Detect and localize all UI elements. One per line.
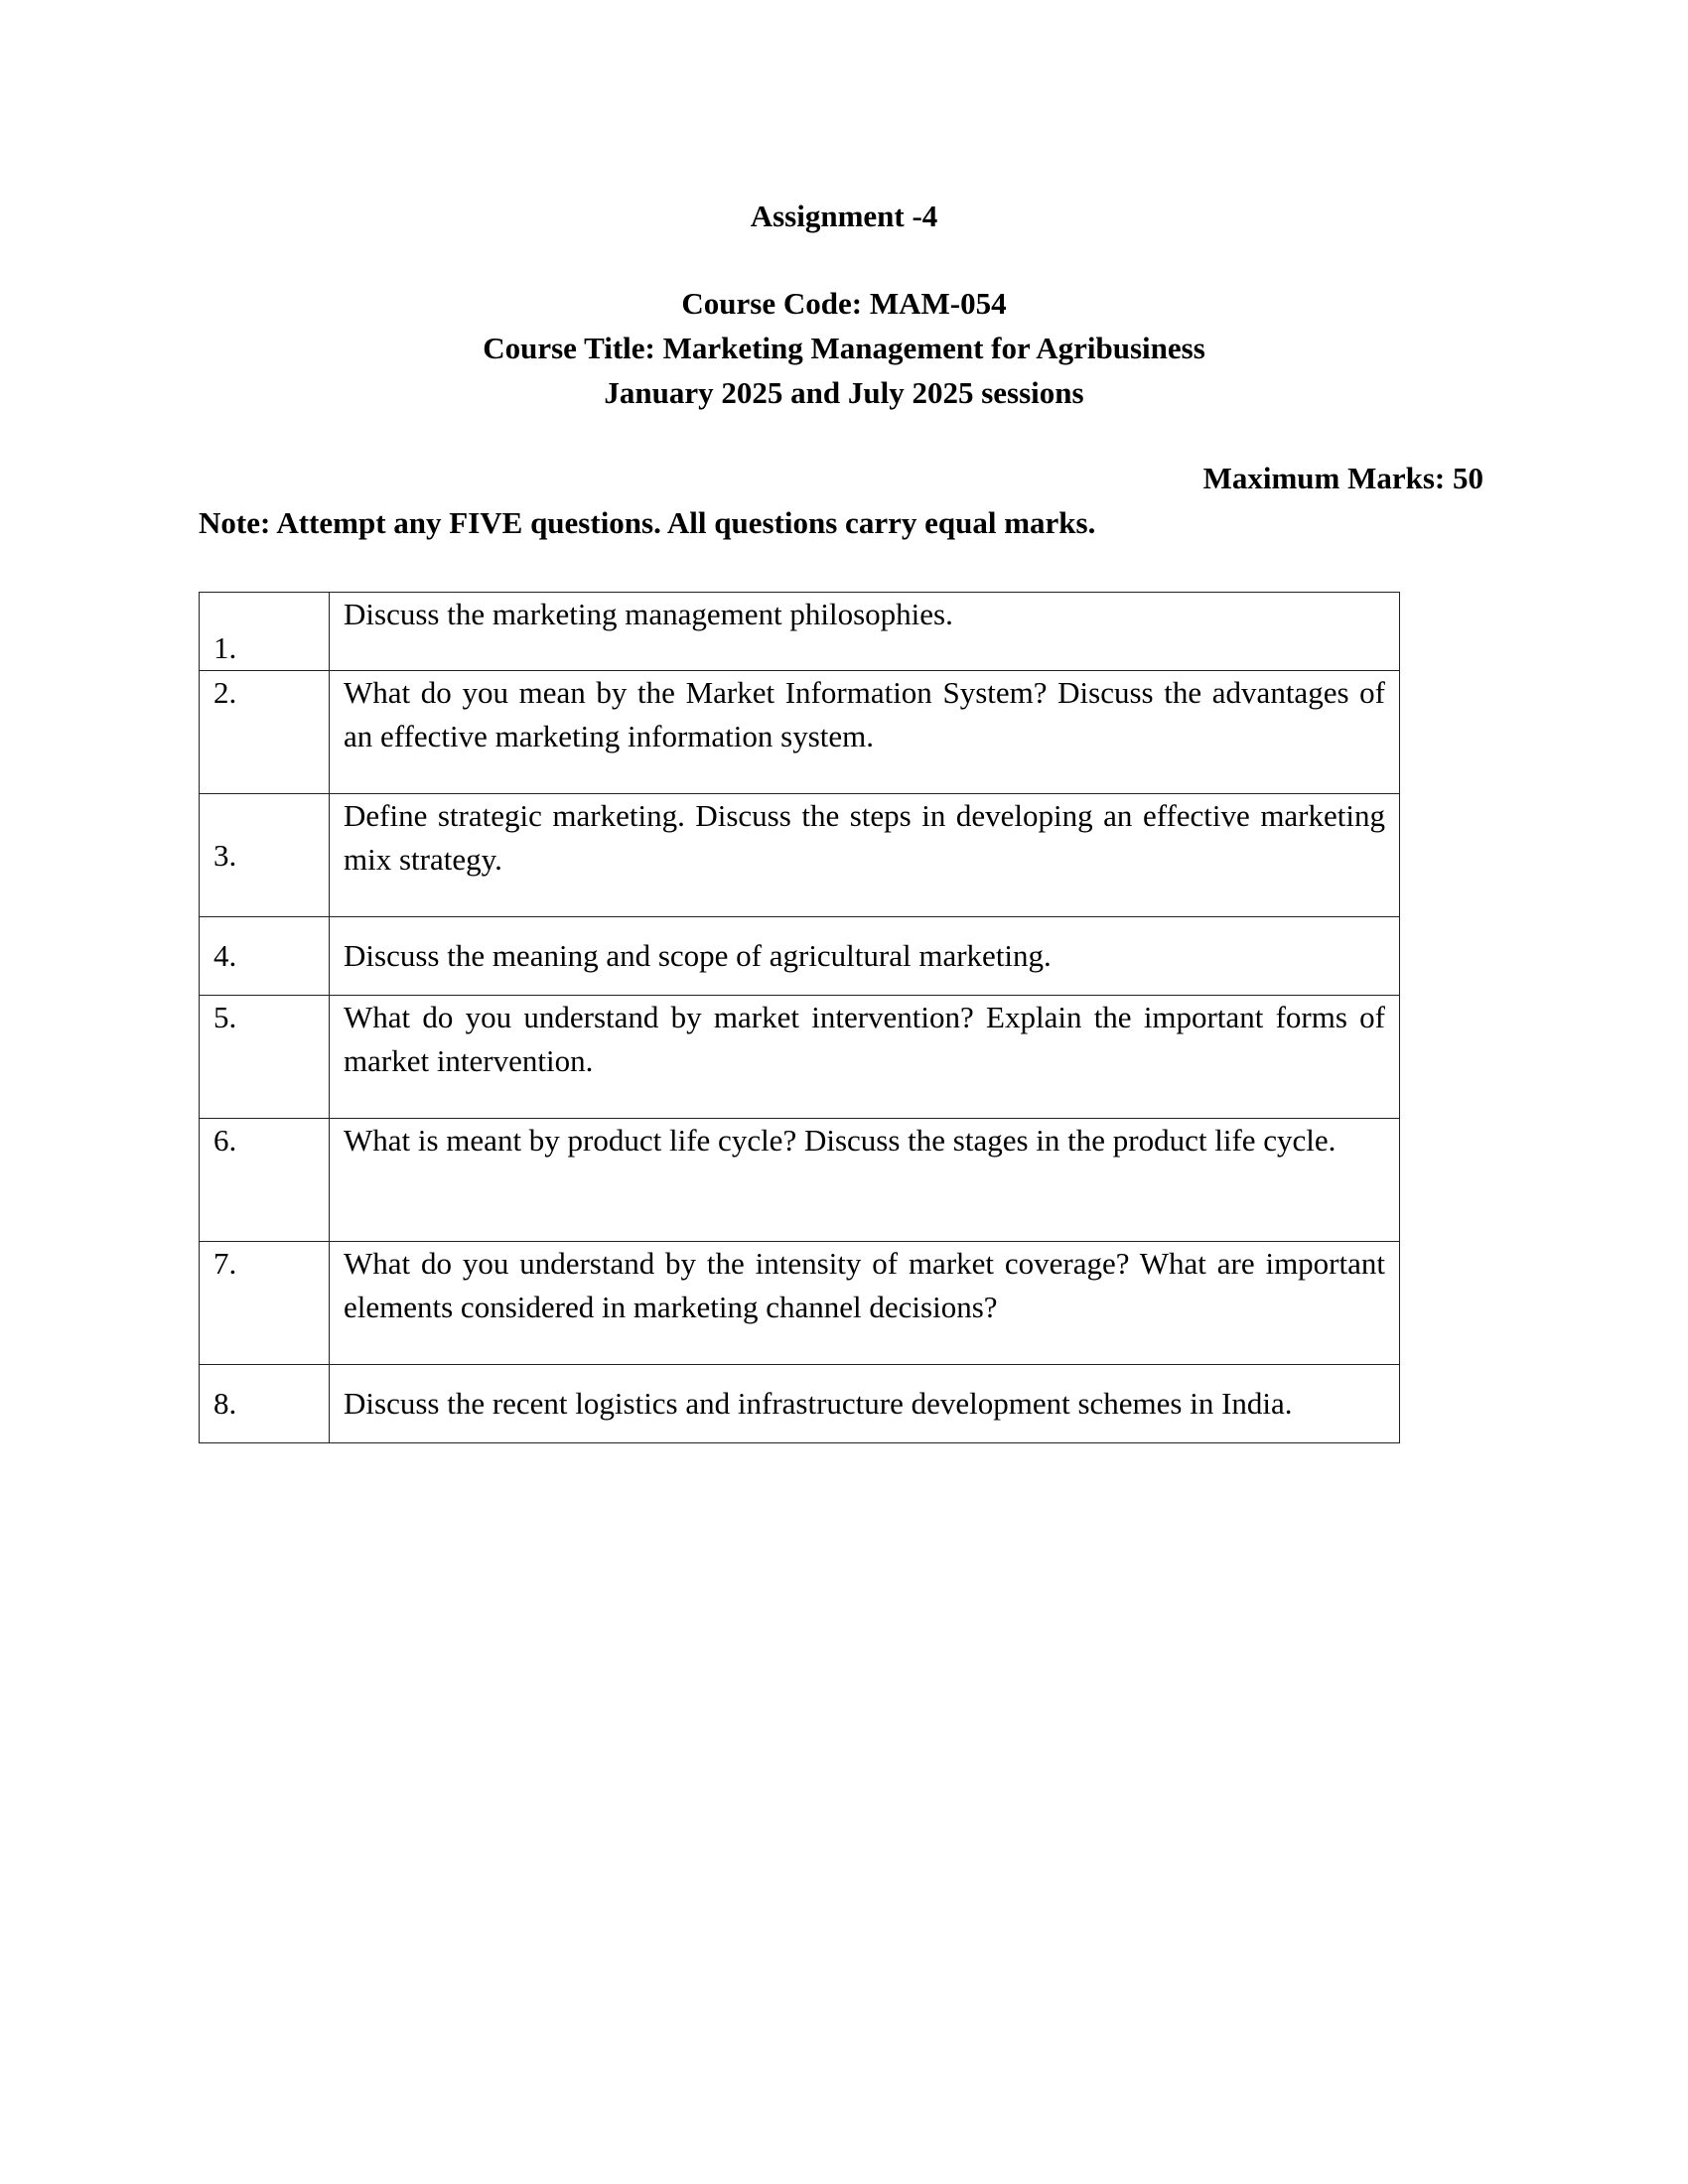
question-text: What do you understand by the intensity of market coverage? What are important elements considered in marketing channel decisions? (330, 1242, 1400, 1365)
question-row (200, 671, 1400, 794)
assignment-title: Assignment -4 (750, 199, 938, 233)
course-code: Course Code: MAM-054 (681, 286, 1007, 321)
question-text: What is meant by product life cycle? Discuss the stages in the product life cycle. (330, 1119, 1400, 1242)
question-row (200, 917, 1400, 996)
question-row (200, 1365, 1400, 1443)
question-text: Discuss the recent logistics and infrastructure development schemes in India. (330, 1365, 1400, 1443)
maximum-marks: Maximum Marks: 50 (1202, 461, 1483, 495)
question-number: 7. (200, 1242, 330, 1365)
question-row (200, 1242, 1400, 1365)
instructions-note: Note: Attempt any FIVE questions. All questions carry equal marks. (199, 505, 1096, 540)
question-text: Define strategic marketing. Discuss the steps in developing an effective marketing mix strategy. (330, 794, 1400, 917)
question-text: What do you mean by the Market Information System? Discuss the advantages of an effective marketing information system. (330, 671, 1400, 794)
question-number: 4. (200, 917, 330, 996)
question-number: 5. (200, 996, 330, 1119)
question-text: Discuss the marketing management philosophies. (330, 593, 1400, 671)
question-row (200, 996, 1400, 1119)
question-number: 3. (200, 794, 330, 917)
question-number: 2. (200, 671, 330, 794)
course-title: Course Title: Marketing Management for Agribusiness (483, 331, 1205, 365)
question-text: What do you understand by market intervention? Explain the important forms of market intervention. (330, 996, 1400, 1119)
question-number: 6. (200, 1119, 330, 1242)
session-info: January 2025 and July 2025 sessions (604, 375, 1084, 410)
question-number: 1. (200, 593, 330, 671)
question-row (200, 794, 1400, 917)
question-text: Discuss the meaning and scope of agricultural marketing. (330, 917, 1400, 996)
question-row (200, 1119, 1400, 1242)
question-row (200, 593, 1400, 671)
question-number: 8. (200, 1365, 330, 1443)
questions-table (199, 592, 1400, 1443)
